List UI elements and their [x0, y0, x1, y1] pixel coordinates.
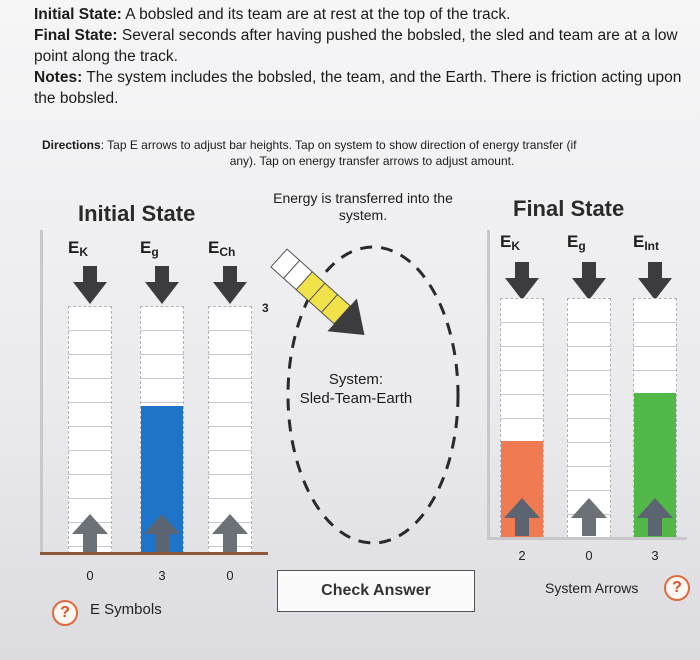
final-bar-1-decrease-arrow[interactable] — [572, 262, 606, 302]
initial-baseline — [40, 552, 268, 555]
e-symbols-help-icon[interactable]: ? — [52, 600, 78, 626]
notes-statement: Notes: The system includes the bobsled, the team, and the Earth. There is friction acting upon the bobsled. — [34, 69, 682, 107]
final-bar-2-increase-arrow[interactable] — [637, 498, 673, 536]
transfer-caption: Energy is transferred into the system. — [273, 190, 453, 223]
e-symbols-label: E Symbols — [90, 601, 162, 618]
final-baseline — [487, 537, 687, 540]
initial-bar-0-decrease-arrow[interactable] — [73, 266, 107, 306]
initial-bar-2-decrease-arrow[interactable] — [213, 266, 247, 306]
initial-bar-2-symbol: $E_{Ch}$ — [208, 238, 236, 259]
system-arrows-label: System Arrows — [545, 580, 639, 596]
initial-bar-1-decrease-arrow[interactable] — [145, 266, 179, 306]
initial-y-axis — [40, 230, 43, 555]
initial-bar-0-count: 0 — [86, 568, 94, 583]
final-y-axis — [487, 230, 490, 540]
final-bar-2-decrease-arrow[interactable] — [638, 262, 672, 302]
initial-bar-0-increase-arrow[interactable] — [72, 514, 108, 552]
initial-state-statement: Initial State: A bobsled and its team are at rest at the top of the track. — [34, 6, 511, 23]
initial-bar-2-increase-arrow[interactable] — [212, 514, 248, 552]
final-bar-1-increase-arrow[interactable] — [571, 498, 607, 536]
final-bar-2-count: 3 — [651, 548, 659, 563]
initial-state-title: Initial State — [78, 201, 196, 226]
final-bar-0-symbol: $E_K$ — [500, 232, 521, 253]
final-bar-1-count: 0 — [585, 548, 593, 563]
final-state-statement: Final State: Several seconds after having pushed the bobsled, the sled and team are at a low point along the track. — [34, 27, 678, 65]
check-answer-button[interactable]: Check Answer — [277, 570, 475, 612]
final-bar-0-increase-arrow[interactable] — [504, 498, 540, 536]
initial-bar-0-symbol: $E_K$ — [68, 238, 89, 259]
initial-bar-1-symbol: $E_g$ — [140, 238, 159, 259]
final-state-title: Final State — [513, 196, 625, 221]
initial-bar-2-count: 0 — [226, 568, 234, 583]
transfer-amount: 3 — [262, 301, 269, 315]
final-bar-0-count: 2 — [518, 548, 526, 563]
system-label[interactable]: System: Sled-Team-Earth — [299, 371, 413, 407]
final-bar-0-decrease-arrow[interactable] — [505, 262, 539, 302]
final-bar-1-symbol: $E_g$ — [567, 232, 586, 253]
system-arrows-help-icon[interactable]: ? — [664, 575, 690, 601]
energy-transfer-arrow[interactable] — [264, 242, 379, 352]
initial-bar-1-count: 3 — [158, 568, 166, 583]
final-bar-2-symbol: $E_{Int}$ — [633, 232, 660, 253]
directions: Directions: Tap E arrows to adjust bar heights. Tap on system to show direction of energy transfer (if any). Tap on energy transfer arrows to adjust amount. — [42, 138, 577, 168]
initial-bar-1-increase-arrow[interactable] — [144, 514, 180, 552]
problem-statement — [34, 4, 694, 109]
